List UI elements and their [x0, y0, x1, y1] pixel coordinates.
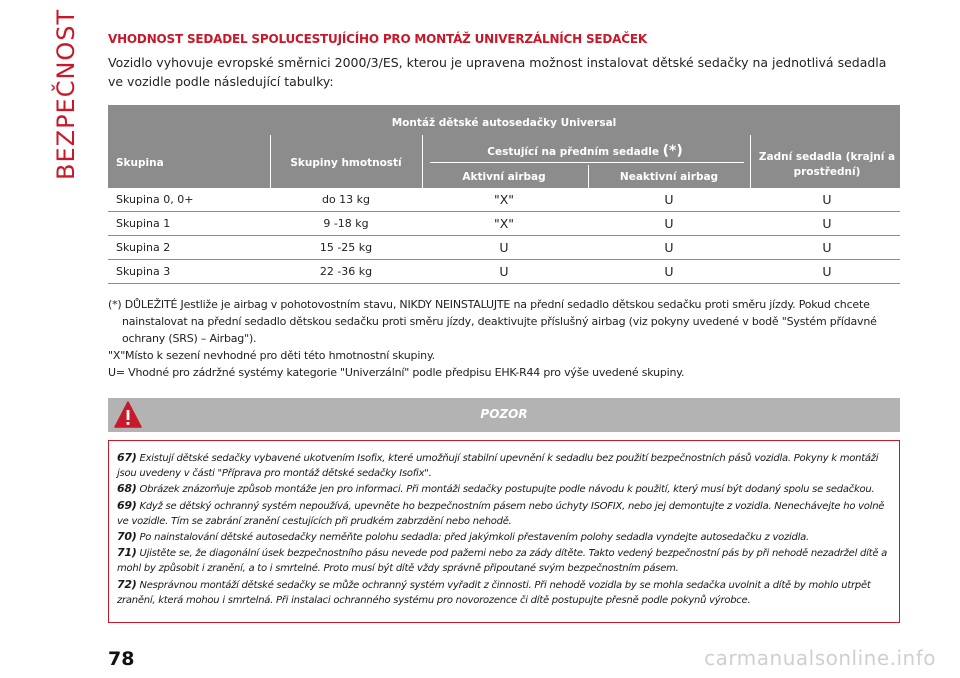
warning-title: POZOR [480, 407, 528, 421]
warning-item-text: Když se dětský ochranný systém nepoužívá, upevněte ho bezpečnostním pásem nebo úchyty ISOFIX, nebo jej demontujte z vozidla. Nenechávejte ho volně ve vozidle. Tím se zabrání zranění cestujících při prudkém zabrzdění nebo nehodě. [117, 500, 885, 527]
warning-item [117, 529, 891, 545]
warning-item-number: 67) [117, 451, 137, 464]
u-note: U= Vhodné pro zádržné systémy kategorie "Univerzální" podle předpisu EHK-R44 pro výše uvedené skupiny. [108, 366, 685, 379]
cell-inactive-airbag: U [664, 192, 674, 207]
col-header-inactive-airbag: Neaktivní airbag [619, 171, 719, 183]
table-row [108, 236, 900, 260]
col-header-group: Skupina [116, 157, 164, 169]
x-note: "X"Místo k sezení nevhodné pro děti této hmotnostní skupiny. [108, 349, 435, 362]
important-note-line: ochrany (SRS) – Airbag"). [122, 332, 257, 345]
warning-item-text: Po nainstalování dětské autosedačky neměňte polohu sedadla: před jakýmkoli přestavením polohy sedadla vyndejte autosedačku z vozidla. [139, 532, 809, 544]
section-heading: VHODNOST SEDADEL SPOLUCESTUJÍCÍHO PRO MONTÁŽ UNIVERZÁLNÍCH SEDAČEK [108, 32, 647, 46]
header-divider [750, 135, 751, 188]
warning-item-number: 71) [117, 546, 137, 560]
warning-item [117, 545, 891, 576]
cell-inactive-airbag: U [664, 264, 674, 279]
important-note-line: (*) DŮLEŽITÉ Jestliže je airbag v pohotovostním stavu, NIKDY NEINSTALUJTE na přední sedadlo dětskou sedačku proti směru jízdy. Pokud chcete [108, 298, 870, 311]
warning-item [117, 498, 891, 529]
col-header-rear: Zadní sedadla (krajní a prostřední) [758, 151, 896, 178]
warning-item [117, 450, 891, 481]
table-header [108, 105, 900, 188]
table-body [108, 188, 900, 284]
header-divider [430, 162, 744, 163]
table-row [108, 260, 900, 284]
warning-item-text: Ujistěte se, že diagonální úsek bezpečnostního pásu nevede pod pažemi nebo za zády dítěte. Takto vedený bezpečnostní pás by při nehodě nezadržel dítě a mohl by způsobit i zranění, a to i smrtelné. Proto musí být dítě vždy správně připoutané svým bezpečnostním pásem. [117, 548, 888, 575]
cell-weight: 22 -36 kg [319, 265, 373, 278]
warning-item-number: 72) [117, 577, 137, 591]
table-row [108, 188, 900, 212]
col-header-front [424, 143, 746, 159]
section-side-label: BEZPEČNOST [52, 8, 80, 180]
table-notes [108, 296, 900, 381]
warning-item-text: Existují dětské sedačky vybavené ukotvením Isofix, které umožňují stabilní upevnění k sedadlu bez použití bezpečnostních pásů vozidla. Pokyny k montáži jsou uvedeny v části "Příprava pro montáž dětské sedačky Isofix". [117, 453, 879, 480]
cell-active-airbag: "X" [493, 192, 515, 207]
col-header-front-mark: (*) [662, 143, 683, 159]
cell-active-airbag: "X" [493, 216, 515, 231]
cell-group: Skupina 1 [116, 217, 171, 230]
cell-active-airbag: U [499, 264, 509, 279]
cell-group: Skupina 2 [116, 241, 171, 254]
warning-item-text: Obrázek znázorňuje způsob montáže jen pro informaci. Při montáži sedačky postupujte podle návodu k použití, který musí být dodaný spolu se sedačkou. [139, 484, 875, 496]
child-seat-table [108, 105, 900, 284]
warning-item-number: 70) [117, 530, 137, 544]
cell-inactive-airbag: U [664, 216, 674, 231]
important-note-line: nainstalovat na přední sedadlo dětskou sedačku proti směru jízdy, deaktivujte příslušný airbag (viz pokyny uvedené v bodě "Systém přídavné [122, 315, 877, 328]
warning-item-number: 69) [117, 498, 137, 512]
header-divider [270, 135, 271, 188]
cell-rear: U [822, 240, 832, 255]
table-title: Montáž dětské autosedačky Universal [391, 117, 617, 129]
col-header-front-label: Cestující na předním sedadle [487, 146, 659, 158]
warning-box [108, 440, 900, 623]
warning-item [117, 577, 891, 608]
cell-group: Skupina 0, 0+ [116, 193, 194, 206]
warning-item-number: 68) [117, 482, 137, 496]
cell-weight: do 13 kg [321, 193, 371, 206]
page-number: 78 [108, 648, 135, 670]
warning-item [117, 481, 891, 497]
watermark: carmanualsonline.info [704, 646, 936, 670]
col-header-active-airbag: Aktivní airbag [462, 171, 546, 183]
cell-active-airbag: U [499, 240, 509, 255]
header-divider [422, 135, 423, 188]
warning-header [108, 398, 900, 432]
col-header-weight: Skupiny hmotností [290, 157, 402, 169]
warning-item-text: Nesprávnou montáží dětské sedačky se může ochranný systém vyřadit z činnosti. Při nehodě vozidla by se mohla sedačka uvolnit a dítě by mohlo utrpět zranění, která mohou i smrtelná. Při instalaci ochranného systému pro novorozence či dítě postupujte přesně podle pokynů výrobce. [117, 579, 871, 606]
cell-group: Skupina 3 [116, 265, 171, 278]
cell-weight: 15 -25 kg [319, 241, 373, 254]
cell-rear: U [822, 216, 832, 231]
intro-paragraph: Vozidlo vyhovuje evropské směrnici 2000/3/ES, kterou je upravena možnost instalovat dětské sedačky na jednotlivá sedadla ve vozidle podle následující tabulky: [108, 55, 887, 89]
header-divider [588, 165, 589, 188]
table-row [108, 212, 900, 236]
cell-weight: 9 -18 kg [323, 217, 369, 230]
cell-rear: U [822, 264, 832, 279]
cell-rear: U [822, 192, 832, 207]
cell-inactive-airbag: U [664, 240, 674, 255]
